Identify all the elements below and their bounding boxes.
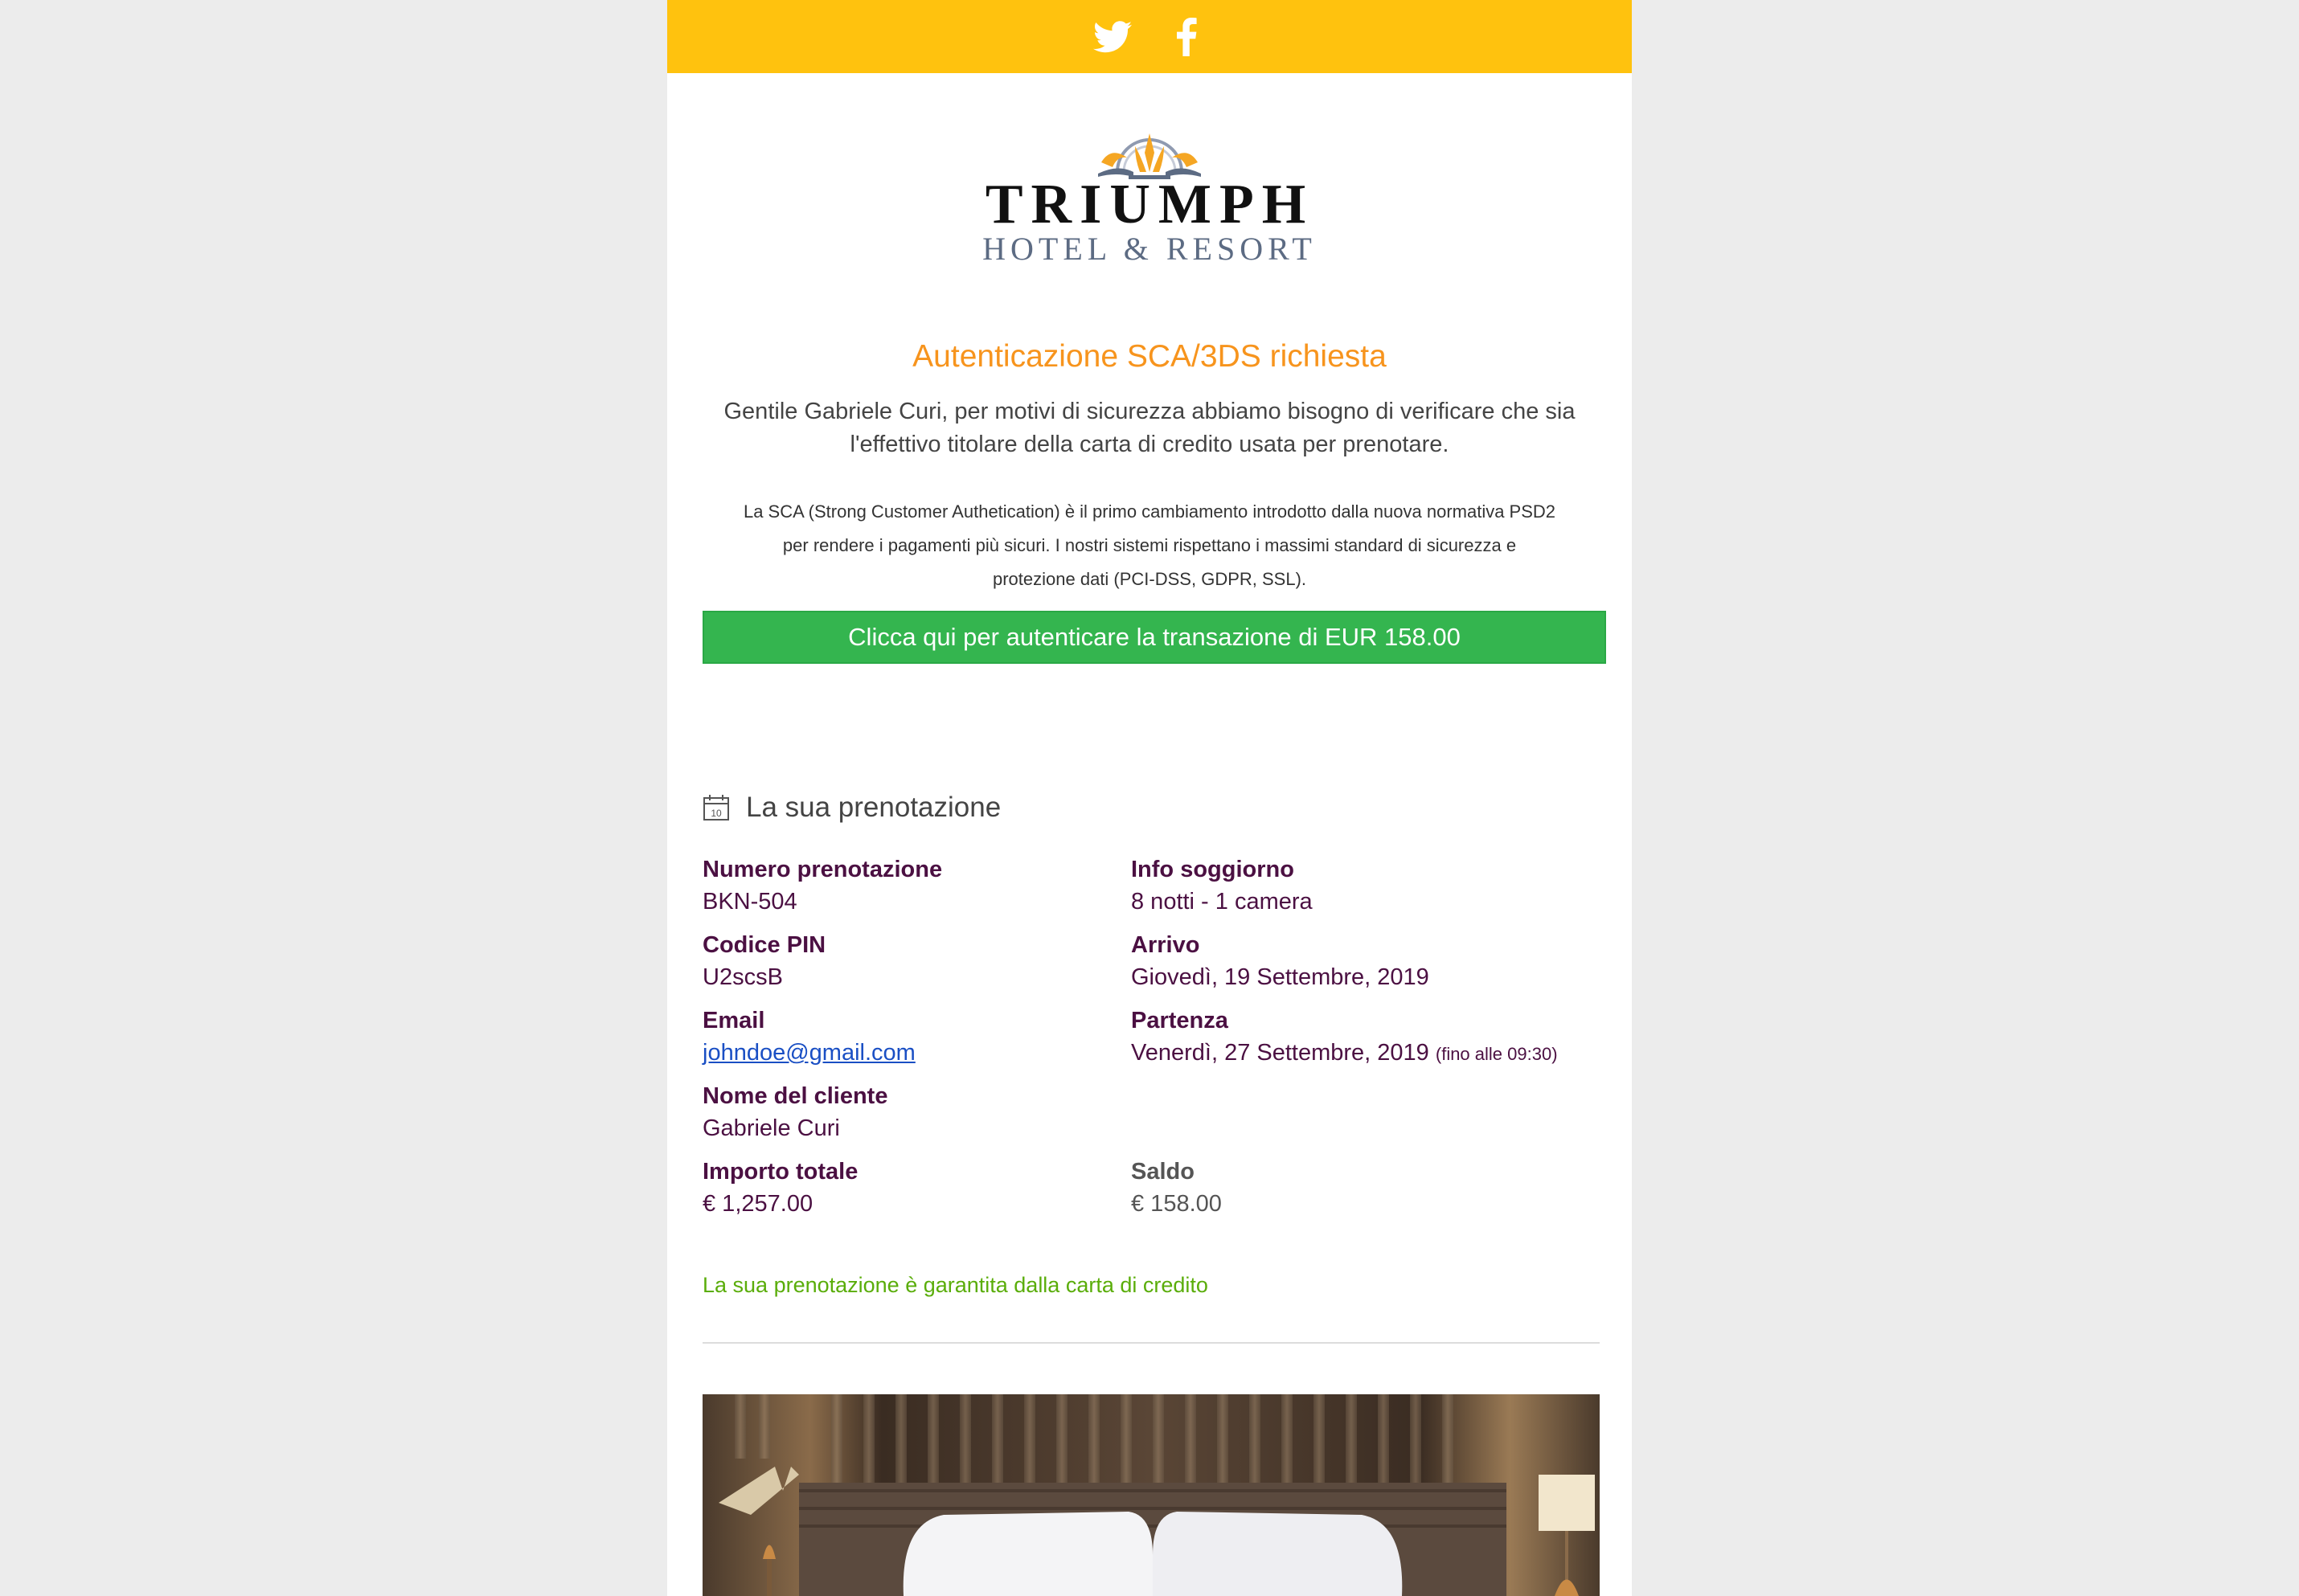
email-value xyxy=(703,1040,916,1066)
customer-label: Nome del cliente xyxy=(703,1083,888,1109)
departure-label: Partenza xyxy=(1131,1008,1228,1033)
booking-section-title: La sua prenotazione xyxy=(746,792,1002,823)
booking-number-label: Numero prenotazione xyxy=(703,857,943,882)
email-link[interactable]: johndoe@gmail.com xyxy=(703,1040,916,1066)
authenticate-button[interactable]: Clicca qui per autenticare la transazione di EUR 158.00 xyxy=(703,611,1606,664)
hotel-name: TRIUMPH xyxy=(985,174,1314,235)
calendar-icon xyxy=(703,794,730,821)
departure-time-note: (fino alle 09:30) xyxy=(1435,1044,1558,1064)
pin-label: Codice PIN xyxy=(703,932,826,958)
arrival-date: Giovedì, 19 Settembre, 2019 xyxy=(1131,964,1429,990)
total-amount: € 1,257.00 xyxy=(703,1191,813,1217)
departure xyxy=(1131,1040,1558,1066)
room-photo xyxy=(703,1394,1600,1596)
calendar-day: 10 xyxy=(711,808,722,819)
divider xyxy=(703,1342,1600,1344)
booking-section-header xyxy=(703,788,1001,828)
hotel-subtitle: HOTEL & RESORT xyxy=(982,231,1317,267)
sca-note xyxy=(667,495,1632,596)
crown-emblem-icon xyxy=(1093,122,1206,180)
sca-intro-line: Gentile Gabriele Curi, per motivi di sicurezza abbiamo bisogno di verificare che sia xyxy=(723,399,1576,424)
pin-code: U2scsB xyxy=(703,964,783,990)
arrival-label: Arrivo xyxy=(1131,932,1200,958)
sca-intro-line: l'effettivo titolare della carta di credito usata per prenotare. xyxy=(850,432,1449,457)
booking-number: BKN-504 xyxy=(703,889,797,915)
guarantee-note: La sua prenotazione è garantita dalla carta di credito xyxy=(703,1273,1208,1297)
balance-amount: € 158.00 xyxy=(1131,1191,1222,1217)
sca-intro xyxy=(667,395,1632,461)
hotel-logo xyxy=(667,122,1632,267)
sca-note-line: La SCA (Strong Customer Authetication) è il primo cambiamento introdotto dalla nuova normativa PSD2 xyxy=(743,501,1556,522)
balance-label: Saldo xyxy=(1131,1159,1195,1185)
email-container xyxy=(667,0,1632,1596)
twitter-icon[interactable] xyxy=(1092,16,1133,58)
total-label: Importo totale xyxy=(703,1159,859,1185)
email-label: Email xyxy=(703,1008,765,1033)
stay-info-label: Info soggiorno xyxy=(1131,857,1294,882)
stay-info: 8 notti - 1 camera xyxy=(1131,889,1313,915)
departure-date: Venerdì, 27 Settembre, 2019 xyxy=(1131,1040,1429,1066)
sca-title: Autenticazione SCA/3DS richiesta xyxy=(912,339,1387,374)
facebook-icon[interactable] xyxy=(1166,16,1207,58)
sca-note-line: protezione dati (PCI-DSS, GDPR, SSL). xyxy=(992,569,1307,589)
customer-name: Gabriele Curi xyxy=(703,1115,840,1141)
social-bar xyxy=(667,0,1632,73)
sca-note-line: per rendere i pagamenti più sicuri. I nostri sistemi rispettano i massimi standard di sicurezza e xyxy=(782,535,1517,555)
